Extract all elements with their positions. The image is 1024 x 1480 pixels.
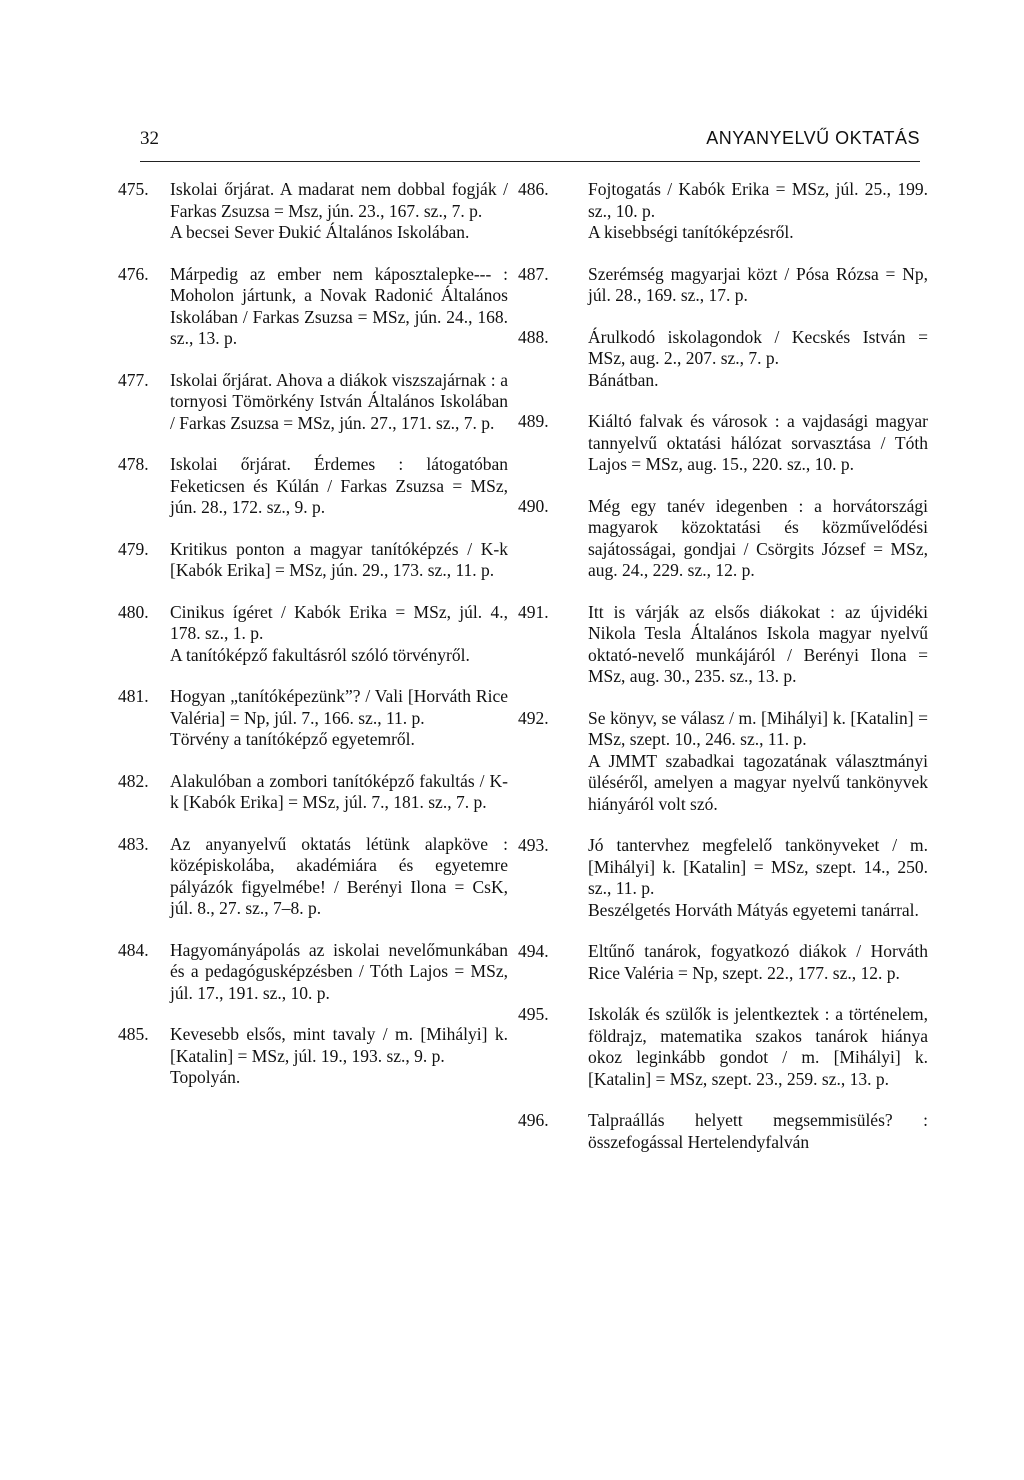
entry-annotation: A kisebbségi tanítóképzésről. — [588, 222, 794, 242]
entry-number: 487. — [518, 263, 549, 284]
entry-number: 478. — [118, 454, 149, 474]
right-column — [518, 179, 928, 1173]
bibliography-entry — [118, 940, 508, 1005]
entry-annotation: A becsei Sever Đukić Általános Iskolában. — [170, 222, 470, 242]
entry-citation: Márpedig az ember nem káposztalepke--- : Moholon jártunk, a Novak Radonić Általános Iskolában / Farkas Zsuzsa = MSz, jún. 24., 168. sz., 13. p. — [170, 263, 508, 348]
entry-body — [588, 496, 928, 582]
entry-citation: Az anyanyelvű oktatás létünk alapköve : középiskolába, akadémiára és egyetemre pályázók figyelmébe! / Berényi Ilona = CsK, júl. 8., 27. sz., 7–8. p. — [170, 833, 508, 918]
entry-citation: Iskolai őrjárat. A madarat nem dobbal fogják / Farkas Zsuzsa = Msz, jún. 23., 167. sz., 7. p. — [170, 179, 508, 221]
entry-number: 483. — [118, 833, 149, 854]
entry-number: 490. — [518, 495, 549, 516]
entry-body — [588, 708, 928, 816]
bibliography-entry — [518, 941, 928, 984]
entry-citation: Jó tantervhez megfelelő tankönyveket / m. [Mihályi] k. [Katalin] = MSz, szept. 14., 250. sz., 11. p. — [588, 835, 928, 898]
entry-body — [170, 771, 508, 814]
entry-citation: Se könyv, se válasz / m. [Mihályi] k. [Katalin] = MSz, szept. 10., 246. sz., 11. p. — [588, 707, 928, 749]
entry-citation: Hogyan „tanítóképezünk”? / Vali [Horváth Rice Valéria] = Np, júl. 7., 166. sz., 11. p. — [170, 686, 508, 728]
entry-body — [170, 686, 508, 751]
bibliography-entry — [518, 496, 928, 582]
bibliography-entry — [118, 771, 508, 814]
entry-body — [588, 941, 928, 984]
entry-annotation: A JMMT szabadkai tagozatának választmányi üléséről, amelyen a magyar nyelvű tankönyvek hiányáról volt szó. — [588, 750, 928, 814]
entry-body — [170, 602, 508, 667]
entry-body — [170, 1024, 508, 1089]
entry-citation: Iskolai őrjárat. Ahova a diákok viszszajárnak : a tornyosi Tömörkény István Általános Iskolában / Farkas Zsuzsa = MSz, jún. 27., 171. sz., 7. p. — [170, 369, 508, 433]
entry-number: 485. — [118, 1024, 149, 1044]
bibliography-entry — [118, 1024, 508, 1089]
bibliography-entry — [118, 834, 508, 920]
entry-number: 486. — [518, 179, 549, 199]
bibliography-entry — [518, 264, 928, 307]
entry-body — [588, 327, 928, 392]
entry-citation: Eltűnő tanárok, fogyatkozó diákok / Horváth Rice Valéria = Np, szept. 22., 177. sz., 12. p. — [588, 941, 928, 983]
entry-number: 493. — [518, 835, 549, 855]
entry-body — [170, 264, 508, 350]
entry-number: 491. — [518, 601, 549, 622]
entry-citation: Iskolai őrjárat. Érdemes : látogatóban Feketicsen és Kúlán / Farkas Zsuzsa = MSz, jún. 28., 172. sz., 9. p. — [170, 454, 508, 517]
bibliography-entry — [518, 179, 928, 244]
entry-body — [170, 454, 508, 519]
entry-number: 476. — [118, 263, 149, 284]
entry-body — [170, 539, 508, 582]
entry-number: 494. — [518, 941, 549, 961]
entry-body — [588, 1110, 928, 1153]
entry-number: 489. — [518, 411, 549, 431]
entry-number: 492. — [518, 707, 549, 728]
bibliography-entry — [518, 1110, 928, 1153]
entry-annotation: Topolyán. — [170, 1067, 241, 1087]
entry-citation: Még egy tanév idegenben : a horvátországi magyarok közoktatási és közművelődési sajátosságai, gondjai / Csörgits József = MSz, aug. 24., 229. sz., 12. p. — [588, 495, 928, 580]
entry-number: 475. — [118, 179, 149, 199]
entry-annotation: Bánátban. — [588, 369, 659, 390]
entry-body — [170, 940, 508, 1005]
entry-body — [588, 835, 928, 921]
entry-number: 484. — [118, 939, 149, 960]
bibliography-entry — [518, 708, 928, 816]
entry-citation: Itt is várják az elsős diákokat : az újvidéki Nikola Tesla Általános Iskola magyar nyelvű oktató-nevelő munkájáról / Berényi Ilona = MSz, aug. 30., 235. sz., 13. p. — [588, 601, 928, 686]
entry-annotation: Törvény a tanítóképző egyetemről. — [170, 729, 415, 749]
entry-citation: Talpraállás helyett megsemmisülés? : összefogással Hertelendyfalván — [588, 1110, 928, 1152]
entry-number: 496. — [518, 1110, 549, 1130]
bibliography-entry — [518, 1004, 928, 1090]
bibliography-entry — [118, 686, 508, 751]
entry-body — [170, 834, 508, 920]
entry-number: 480. — [118, 601, 149, 622]
bibliography-entry — [118, 602, 508, 667]
entry-number: 495. — [518, 1004, 549, 1024]
entry-body — [588, 1004, 928, 1090]
bibliography-entry — [518, 835, 928, 921]
entry-annotation: Beszélgetés Horváth Mátyás egyetemi tanárral. — [588, 899, 919, 920]
entry-number: 479. — [118, 538, 149, 559]
entry-citation: Alakulóban a zombori tanítóképző fakultás / K-k [Kabók Erika] = MSz, júl. 7., 181. sz., 7. p. — [170, 770, 508, 812]
bibliography-entry — [518, 602, 928, 688]
page-header — [140, 128, 920, 158]
bibliography-entry — [118, 539, 508, 582]
entry-citation: Kiáltó falvak és városok : a vajdasági magyar tannyelvű oktatási hálózat sorvasztása / Tóth Lajos = MSz, aug. 15., 220. sz., 10. p. — [588, 411, 928, 474]
entry-body — [588, 264, 928, 307]
entry-citation: Cinikus ígéret / Kabók Erika = MSz, júl. 4., 178. sz., 1. p. — [170, 601, 508, 643]
entry-number: 488. — [518, 326, 549, 347]
bibliography-entry — [518, 411, 928, 476]
entry-number: 482. — [118, 770, 149, 791]
entry-body — [170, 370, 508, 435]
entry-citation: Kritikus ponton a magyar tanítóképzés / K-k [Kabók Erika] = MSz, jún. 29., 173. sz., 11. p. — [170, 538, 508, 580]
entry-body — [170, 179, 508, 244]
bibliography-entry — [118, 454, 508, 519]
entry-citation: Árulkodó iskolagondok / Kecskés István = MSz, aug. 2., 207. sz., 7. p. — [588, 326, 928, 368]
bibliography-entry — [118, 370, 508, 435]
entry-number: 477. — [118, 369, 149, 390]
bibliography-entry — [118, 179, 508, 244]
entry-citation: Hagyományápolás az iskolai nevelőmunkában és a pedagógusképzésben / Tóth Lajos = MSz, júl. 17., 191. sz., 10. p. — [170, 939, 508, 1003]
page-number: 32 — [140, 128, 159, 149]
entry-citation: Szerémség magyarjai közt / Pósa Rózsa = Np, júl. 28., 169. sz., 17. p. — [588, 263, 928, 305]
entry-body — [588, 179, 928, 244]
entry-citation: Kevesebb elsős, mint tavaly / m. [Mihályi] k. [Katalin] = MSz, júl. 19., 193. sz., 9. p. — [170, 1024, 508, 1066]
bibliography-entry — [518, 327, 928, 392]
entry-body — [588, 411, 928, 476]
entry-annotation: A tanítóképző fakultásról szóló törvényről. — [170, 644, 470, 665]
header-rule — [140, 161, 920, 162]
entry-citation: Fojtogatás / Kabók Erika = MSz, júl. 25., 199. sz., 10. p. — [588, 179, 928, 221]
entry-number: 481. — [118, 686, 149, 706]
bibliography-entry — [118, 264, 508, 350]
entry-citation: Iskolák és szülők is jelentkeztek : a történelem, földrajz, matematika szakos tanárok hiánya okoz leginkább gondot / m. [Mihályi] k. [Katalin] = MSz, szept. 23., 259. sz., 13. p. — [588, 1004, 928, 1089]
left-column — [118, 179, 508, 1109]
running-title: ANYANYELVŰ OKTATÁS — [706, 128, 920, 148]
entry-body — [588, 602, 928, 688]
